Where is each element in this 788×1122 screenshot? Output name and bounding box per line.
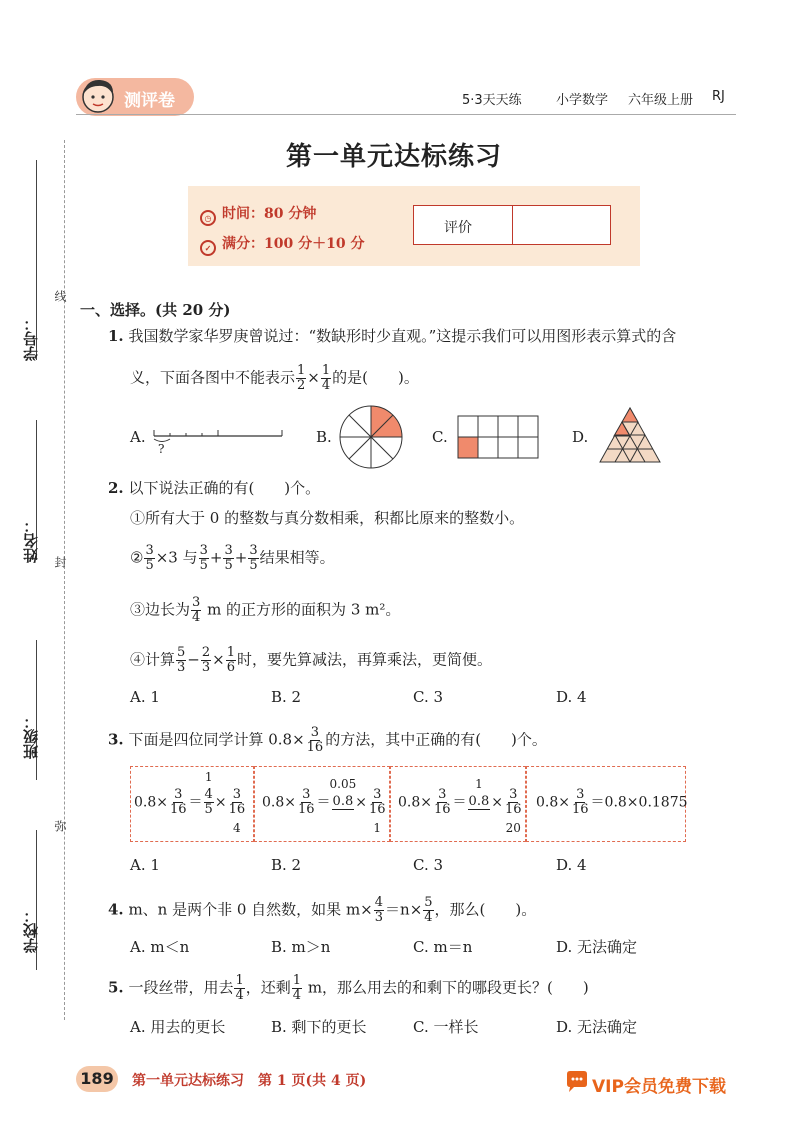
score-text: 满分：100 分＋10 分: [222, 236, 365, 252]
header-rule: [76, 114, 736, 115]
q5-option-a[interactable]: A. 用去的更长: [130, 1018, 226, 1036]
q1-line1: [108, 326, 676, 346]
q1-text: 我国数学家华罗庚曾说过：“数缺形时少直观。”这提示我们可以用图形表示算式的含: [128, 327, 677, 345]
evaluation-divider: [512, 206, 513, 244]
q1-option-a-line-diagram: [150, 424, 286, 458]
q3-stem: 3. 下面是四位同学计算 0.8× $\frac{3}{16}$ 的方法，其中正确的有( )个。: [108, 725, 547, 755]
q1-option-b-circle-diagram: [338, 404, 404, 470]
q5-option-d[interactable]: D. 无法确定: [556, 1018, 638, 1036]
q3-method-4: 0.8× $\frac{3}{16}$ ＝0.8×0.1875: [536, 787, 688, 817]
student-mascot-icon: [78, 73, 118, 117]
q1-option-b-label[interactable]: B.: [316, 428, 332, 446]
subject-name: 小学数学: [556, 93, 609, 108]
q2-stem: [108, 478, 320, 498]
binding-mark-close: 弥: [53, 820, 67, 832]
q2-statement-1: ①所有大于 0 的整数与真分数相乘，积都比原来的整数小。: [130, 509, 525, 527]
q5-option-b[interactable]: B. 剩下的更长: [271, 1018, 367, 1036]
q4-option-b[interactable]: B. m＞n: [271, 938, 331, 956]
check-icon: ✓: [200, 240, 216, 256]
q5-stem: 5. 一段丝带，用去 $\frac{1}{4}$ ，还剩 $\frac{1}{4}$ m，那么用去的和剩下的哪段更长？( ): [108, 973, 589, 1003]
q3-option-b[interactable]: B. 2: [271, 856, 302, 874]
binding-mark-seal: 封: [53, 556, 67, 568]
q2-statement-4: ④计算 $\frac{5}{3}$ − $\frac{2}{3}$ × $\frac{1}{6}$ 时，要先算减法，再算乘法，更简便。: [130, 645, 493, 675]
clock-icon: ◷: [200, 210, 216, 226]
footer-text: 第一单元达标练习 第 1 页(共 4 页): [132, 1073, 367, 1089]
binding-mark-line: 线: [53, 290, 67, 302]
edition-name: RJ: [712, 89, 725, 104]
evaluation-box: [413, 205, 611, 245]
q4-number: 4.: [108, 900, 124, 919]
class-label: 班级：: [22, 714, 40, 759]
q3-answer-blank[interactable]: 的方法，其中正确的有( )个。: [325, 730, 547, 749]
page-title: 第一单元达标练习: [285, 142, 502, 172]
time-text: 时间：80 分钟: [222, 206, 317, 222]
evaluation-label: 评价: [444, 220, 472, 236]
q2-statement-3: ③边长为 $\frac{3}{4}$ m 的正方形的面积为 3 m²。: [130, 595, 401, 625]
fraction: $\frac{1}{4}$: [321, 363, 331, 393]
q3-option-c[interactable]: C. 3: [413, 856, 444, 874]
q1-line2: 义，下面各图中不能表示 $\frac{1}{2}$ × $\frac{1}{4}$ 的是( )。: [130, 363, 419, 393]
class-blank[interactable]: [36, 640, 37, 780]
q3-number: 3.: [108, 730, 124, 749]
q1-answer-blank[interactable]: 的是( )。: [332, 368, 419, 387]
q1-option-d-label[interactable]: D.: [572, 428, 589, 446]
q3-method-2: 0.8× $\frac{3}{16}$ ＝ 0.8 0.05 × 3 16 1: [262, 777, 386, 835]
q1-number: 1.: [108, 327, 124, 345]
q4-option-c[interactable]: C. m＝n: [413, 938, 473, 956]
series-name: 5·3天天练: [462, 93, 522, 108]
q2-option-c[interactable]: C. 3: [413, 688, 444, 706]
q1-option-a-label[interactable]: A.: [130, 428, 146, 446]
q2-number: 2.: [108, 479, 124, 497]
q1-text2: 义，下面各图中不能表示: [130, 368, 296, 387]
q3-option-d[interactable]: D. 4: [556, 856, 587, 874]
q1-option-c-label[interactable]: C.: [432, 428, 448, 446]
q3-method-1: 0.8× $\frac{3}{16}$ ＝ 4 5 1 × 3 16 4: [134, 770, 246, 835]
q1-option-c-grid-diagram: [456, 414, 540, 460]
q3-option-a[interactable]: A. 1: [130, 856, 160, 874]
q5-number: 5.: [108, 978, 124, 997]
q2-option-a[interactable]: A. 1: [130, 688, 160, 706]
q2-text[interactable]: 以下说法正确的有( )个。: [128, 479, 321, 497]
q4-stem: 4. m、n 是两个非 0 自然数，如果 m× $\frac{4}{3}$ ＝n× $\frac{5}{4}$ ，那么( )。: [108, 895, 537, 925]
q4-option-d[interactable]: D. 无法确定: [556, 938, 638, 956]
vip-download-watermark[interactable]: VIP会员免费下载: [592, 1077, 726, 1097]
q2-option-b[interactable]: B. 2: [271, 688, 302, 706]
time-info: [200, 203, 316, 226]
name-label: 姓名：: [22, 518, 40, 563]
q1-option-d-triangle-diagram: [598, 406, 662, 464]
binding-dashed-line: [64, 140, 65, 1020]
q5-answer-blank[interactable]: m，那么用去的和剩下的哪段更长？( ): [303, 978, 589, 997]
student-id-label: 学号：: [22, 316, 40, 361]
chat-bubble-icon: [564, 1070, 590, 1094]
q5-option-c[interactable]: C. 一样长: [413, 1018, 479, 1036]
school-label: 学校：: [22, 908, 40, 953]
section-heading: 一、选择。(共 20 分): [80, 301, 231, 319]
badge-label: 测评卷: [124, 91, 175, 111]
page-number: 189: [76, 1066, 118, 1092]
q2-option-d[interactable]: D. 4: [556, 688, 587, 706]
q1-option-a-question-mark: ?: [158, 442, 165, 456]
q4-option-a[interactable]: A. m＜n: [130, 938, 190, 956]
q3-method-3: 0.8× $\frac{3}{16}$ ＝ 0.8 1 × 3 16 20: [398, 777, 522, 835]
q4-answer-blank[interactable]: ，那么( )。: [434, 900, 537, 919]
fraction: $\frac{1}{2}$: [297, 363, 306, 393]
grade-name: 六年级上册: [628, 93, 694, 108]
score-info: [200, 233, 364, 256]
q2-statement-2: ② $\frac{3}{5}$ ×3 与 $\frac{3}{5}$ + $\frac{3}{5}$ + $\frac{3}{5}$ 结果相等。: [130, 543, 335, 573]
